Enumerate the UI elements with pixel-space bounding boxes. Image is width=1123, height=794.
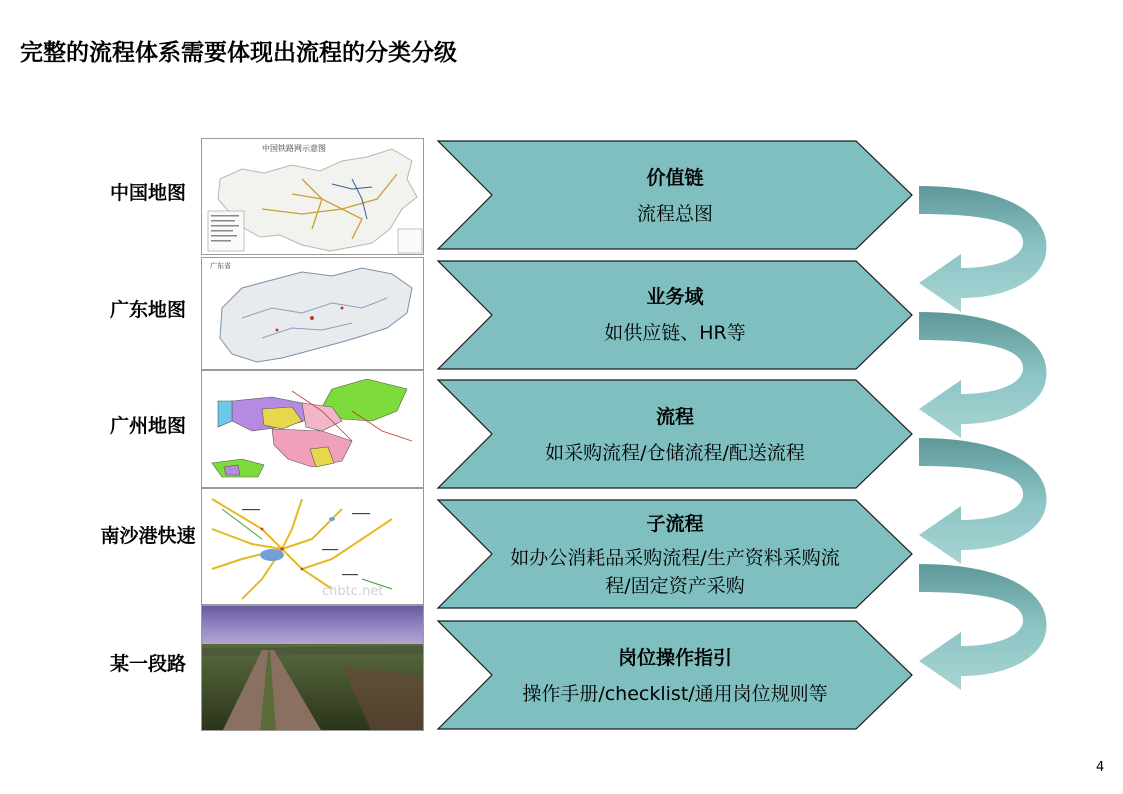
- guangdong-map-image: [201, 257, 424, 370]
- level-desc: 流程总图: [636, 203, 713, 225]
- level-label-guangdong-map: 广东地图: [109, 299, 186, 321]
- watermark-text: chbtc.net: [322, 584, 384, 599]
- level-desc: 如采购流程/仓储流程/配送流程: [545, 442, 805, 464]
- guangdong-map-caption: 广东省: [210, 262, 231, 270]
- level-label-china-map: 中国地图: [109, 182, 186, 204]
- china-railway-map-image: [201, 138, 424, 255]
- curved-arrow-icon: [919, 312, 1046, 438]
- level-head: 子流程: [646, 513, 704, 535]
- level-head: 价值链: [646, 167, 704, 189]
- level-head: 流程: [655, 406, 694, 428]
- nansha-expressway-map-image: [201, 488, 424, 605]
- chevron-job-guide-text: [492, 644, 858, 708]
- curved-arrows: [905, 180, 1055, 700]
- chevron-process-text: [492, 403, 858, 467]
- curved-arrow-icon: [919, 564, 1046, 690]
- curved-arrow-icon: [919, 186, 1046, 312]
- level-label-nansha-expressway: 南沙港快速: [100, 525, 196, 547]
- level-head: 业务域: [646, 286, 704, 308]
- level-desc: 操作手册/checklist/通用岗位规则等: [522, 683, 828, 705]
- chevron-subprocess-text: [505, 510, 845, 600]
- china-map-caption: 中国铁路网示意图: [262, 144, 326, 153]
- road-photo-image: [201, 605, 424, 731]
- level-desc: 如供应链、HR等: [604, 322, 746, 344]
- page-number: 4: [1096, 760, 1105, 775]
- page-title: 完整的流程体系需要体现出流程的分类分级: [20, 40, 457, 66]
- chevron-value-chain-text: [492, 164, 858, 228]
- level-label-road-segment: 某一段路: [109, 653, 186, 675]
- level-head: 岗位操作指引: [617, 647, 732, 669]
- guangzhou-map-image: [201, 370, 424, 488]
- level-label-guangzhou-map: 广州地图: [109, 415, 186, 437]
- curved-arrow-icon: [919, 438, 1046, 564]
- chevron-business-domain-text: [492, 283, 858, 347]
- level-desc: 如办公消耗品采购流程/生产资料采购流程/固定资产采购: [510, 547, 840, 597]
